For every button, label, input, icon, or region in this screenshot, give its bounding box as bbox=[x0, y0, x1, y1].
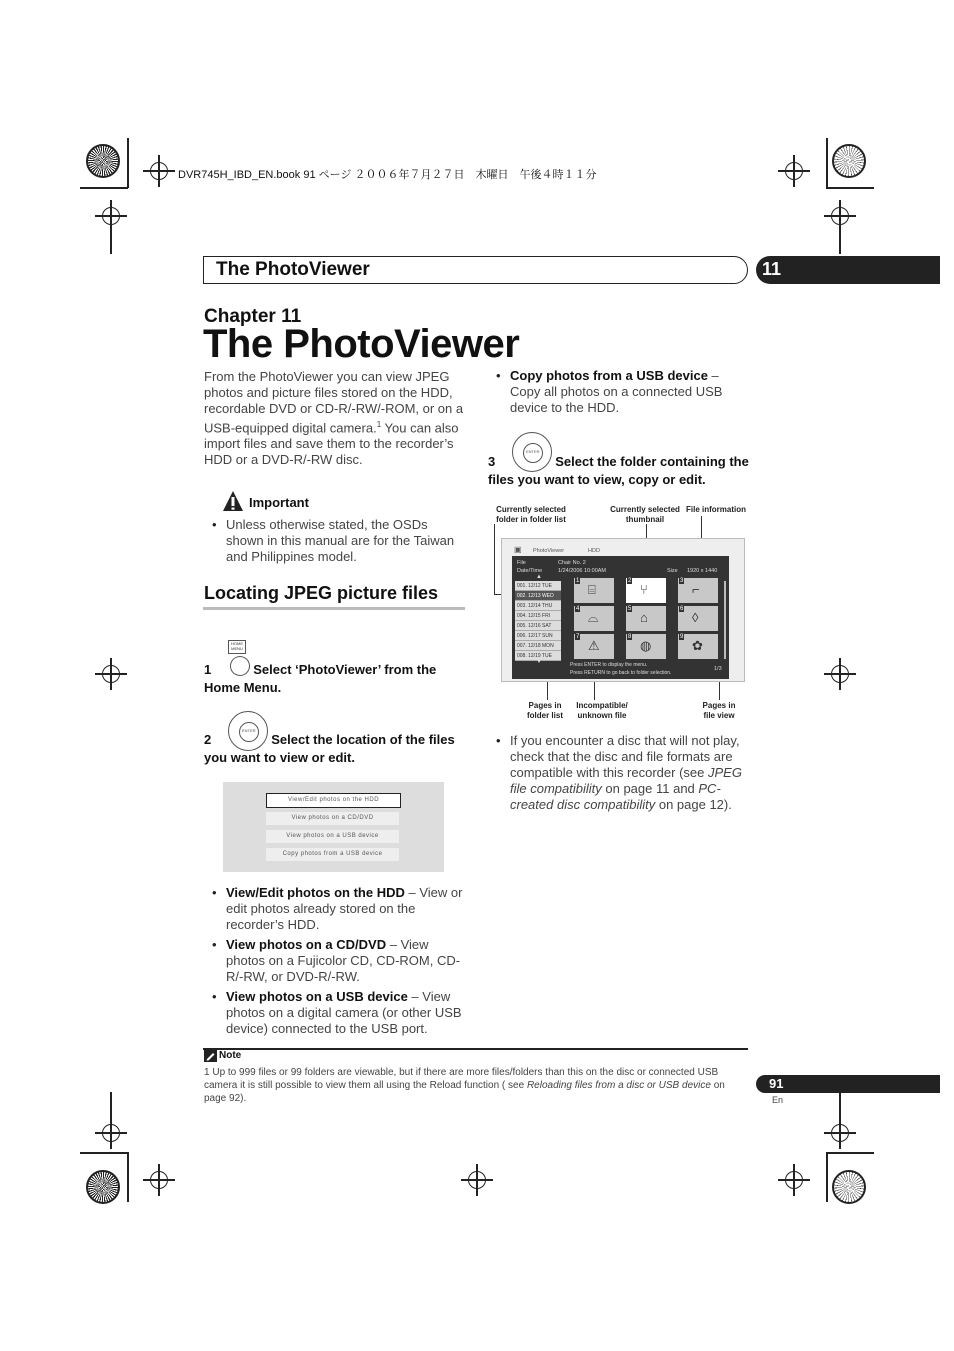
callout-file-information: File information bbox=[686, 505, 746, 514]
file-label: File bbox=[517, 560, 526, 566]
registration-mark-icon bbox=[831, 1124, 849, 1142]
callout-pages-folder-list: Pages in folder list bbox=[526, 701, 563, 720]
location-menu bbox=[223, 782, 444, 872]
chair-icon: ⌂ bbox=[640, 610, 648, 625]
crop-mark bbox=[839, 1092, 841, 1118]
list-item: • View photos on a CD/DVD – View photos on a Fujicolor CD, CD-ROM, CD-R/-RW, or DVD-R/-RW. bbox=[204, 937, 466, 985]
compat-list bbox=[488, 733, 750, 817]
note-label: Note bbox=[219, 1050, 242, 1061]
step-3: 3 Select the folder containing the files you want to view, copy or edit. bbox=[488, 454, 749, 487]
registration-mark-icon bbox=[102, 207, 120, 225]
folder-item[interactable]: 008. 12/19 TUE bbox=[515, 651, 561, 661]
chapter-tab bbox=[756, 256, 940, 284]
important-label: Important bbox=[249, 495, 309, 510]
section-rule bbox=[203, 607, 465, 610]
file-value: Chair No. 2 bbox=[558, 560, 586, 566]
step-2: 2 Select the location of the files you want to view or edit. bbox=[204, 732, 455, 765]
flower-icon: ✿ bbox=[692, 638, 703, 653]
chair-icon: ⌓ bbox=[588, 610, 599, 625]
callout-selected-folder: Currently selected folder in folder list bbox=[496, 505, 566, 524]
remote-dpad-icon: ENTER bbox=[512, 432, 552, 472]
chapter-label: Chapter 11 bbox=[204, 306, 302, 327]
registration-mark-icon bbox=[831, 207, 849, 225]
chair-icon: ⌸ bbox=[588, 582, 596, 597]
chair-icon: ⌐ bbox=[692, 582, 700, 597]
crop-mark bbox=[826, 187, 874, 189]
thumbnail[interactable]: 5 ⌂ bbox=[626, 606, 666, 631]
size-value: 1920 x 1440 bbox=[687, 568, 718, 574]
location-list bbox=[204, 885, 466, 1041]
important-list bbox=[204, 517, 466, 569]
header-title: The PhotoViewer bbox=[216, 259, 370, 280]
file-page-indicator: 1/3 bbox=[714, 666, 722, 672]
note-pencil-icon bbox=[204, 1050, 217, 1062]
size-label: Size bbox=[667, 568, 678, 574]
thumbnail[interactable]: 4 ⌓ bbox=[574, 606, 614, 631]
scrollbar[interactable] bbox=[724, 581, 726, 659]
folder-item[interactable]: 003. 12/14 THU bbox=[515, 601, 561, 611]
note-text: 1 Up to 999 files or 99 folders are viewable, but if there are more files/folders than this on the disc or connected USB camera it is still possible to view them all using the Reload function ( see Reloading files from a disc or USB device on page 92). bbox=[204, 1067, 725, 1104]
scroll-down-icon: ▼ bbox=[536, 659, 542, 665]
folder-icon: ▣ bbox=[514, 545, 522, 554]
page-title: The PhotoViewer bbox=[203, 322, 520, 366]
registration-target-icon bbox=[832, 144, 866, 178]
thumbnail[interactable]: 6 ◊ bbox=[678, 606, 718, 631]
link-jpeg-compat[interactable]: JPEG file compatibility bbox=[510, 765, 742, 796]
crop-mark bbox=[826, 138, 828, 188]
callout-incompatible-file: Incompatible/ unknown file bbox=[576, 701, 628, 720]
help-text-enter: Press ENTER to display the menu. bbox=[570, 662, 648, 668]
folder-item[interactable]: 005. 12/16 SAT bbox=[515, 621, 561, 631]
chair-icon: ⑂ bbox=[640, 582, 648, 597]
crop-mark bbox=[110, 1092, 112, 1118]
registration-mark-icon bbox=[102, 665, 120, 683]
note-rule bbox=[203, 1048, 748, 1050]
folder-item[interactable]: 001. 12/12 TUE bbox=[515, 581, 561, 591]
registration-mark-icon bbox=[102, 1124, 120, 1142]
menu-item-copy-usb[interactable]: Copy photos from a USB device bbox=[266, 848, 399, 861]
callout-line bbox=[494, 524, 495, 594]
date-label: Date/Time bbox=[517, 568, 543, 574]
thumbnail-selected[interactable]: 2 ⑂ bbox=[626, 578, 666, 603]
link-reloading-files[interactable]: Reloading files from a disc or USB device bbox=[526, 1080, 711, 1091]
folder-item[interactable]: 006. 12/17 SUN bbox=[515, 631, 561, 641]
registration-mark-icon bbox=[831, 665, 849, 683]
list-item: • Copy photos from a USB device – Copy all photos on a connected USB device to the HDD. bbox=[488, 368, 750, 416]
crop-mark bbox=[127, 138, 129, 188]
crop-mark bbox=[826, 1152, 874, 1154]
registration-mark-icon bbox=[150, 162, 168, 180]
scroll-up-icon: ▲ bbox=[536, 574, 542, 580]
chair-icon: ◍ bbox=[640, 638, 652, 653]
screen-app-title: PhotoViewer bbox=[533, 548, 565, 554]
help-text-return: Press RETURN to go back to folder selection. bbox=[570, 670, 672, 676]
footnote-mark: 1 bbox=[376, 420, 382, 429]
thumbnail-incompatible[interactable]: 7 ⚠ bbox=[574, 634, 614, 659]
thumbnail[interactable]: 3 ⌐ bbox=[678, 578, 718, 603]
crop-mark bbox=[80, 187, 128, 189]
registration-mark-icon bbox=[785, 162, 803, 180]
registration-mark-icon bbox=[150, 1171, 168, 1189]
folder-list bbox=[515, 581, 561, 659]
registration-target-icon bbox=[832, 1170, 866, 1204]
list-item: • Unless otherwise stated, the OSDs shown in this manual are for the Taiwan and Philippines model. bbox=[204, 517, 466, 565]
folder-item[interactable]: 007. 12/18 MON bbox=[515, 641, 561, 651]
folder-page-indicator: 1/2 bbox=[532, 666, 540, 672]
registration-target-icon bbox=[86, 1170, 120, 1204]
vase-icon: ◊ bbox=[692, 610, 699, 625]
photoviewer-screen bbox=[501, 538, 745, 682]
crop-mark bbox=[127, 1152, 129, 1202]
menu-item-view-usb[interactable]: View photos on a USB device bbox=[266, 830, 399, 843]
home-menu-button-icon: HOME MENU bbox=[228, 640, 246, 654]
screen-location: HDD bbox=[588, 548, 600, 554]
date-value: 1/24/2006 10:00AM bbox=[558, 568, 607, 574]
intro-paragraph: From the PhotoViewer you can view JPEG photos and picture files stored on the HDD, recordable DVD or CD-R/-RW/-ROM, or on a USB-equipped digital camera.$^1$ You can also import files and save them to the recorder’s HDD or a DVD-R/-RW disc. bbox=[204, 369, 464, 468]
remote-dpad-icon: ENTER bbox=[228, 711, 268, 751]
page-number-tab bbox=[756, 1075, 940, 1093]
print-info-line: DVR745H_IBD_EN.book 91 ページ ２００６年７月２７日 木曜日 午後４時１１分 bbox=[178, 169, 597, 181]
link-pc-disc-compat[interactable]: PC-created disc compatibility bbox=[510, 781, 721, 812]
menu-item-view-cd-dvd[interactable]: View photos on a CD/DVD bbox=[266, 812, 399, 825]
thumbnail[interactable]: 8 ◍ bbox=[626, 634, 666, 659]
list-item: • If you encounter a disc that will not play, check that the disc and file formats are compatible with this recorder (see JPEG file compatibility on page 11 and PC-created disc compatibility on page 12). bbox=[488, 733, 750, 813]
page-language: En bbox=[772, 1095, 784, 1105]
section-title: Locating JPEG picture files bbox=[204, 583, 439, 603]
page-number: 91 bbox=[769, 1076, 784, 1091]
crop-mark bbox=[826, 1152, 828, 1202]
list-item: • View/Edit photos on the HDD – View or edit photos already stored on the recorder’s HDD. bbox=[204, 885, 466, 933]
registration-mark-icon bbox=[785, 1171, 803, 1189]
step-1: 1 Select ‘PhotoViewer’ from the Home Menu. bbox=[204, 662, 437, 695]
thumbnail[interactable]: 1 ⌸ bbox=[574, 578, 614, 603]
folder-item[interactable]: 002. 12/13 WED bbox=[515, 591, 561, 601]
callout-pages-file-view: Pages in file view bbox=[702, 701, 736, 720]
warning-hand-icon bbox=[222, 490, 244, 512]
registration-target-icon bbox=[86, 144, 120, 178]
copy-list bbox=[488, 368, 750, 420]
registration-mark-icon bbox=[468, 1171, 486, 1189]
warning-icon: ⚠ bbox=[588, 638, 600, 653]
folder-item[interactable]: 004. 12/15 FRI bbox=[515, 611, 561, 621]
crop-mark bbox=[80, 1152, 128, 1154]
menu-item-view-edit-hdd[interactable]: View/Edit photos on the HDD bbox=[266, 793, 401, 808]
thumbnail[interactable]: 9 ✿ bbox=[678, 634, 718, 659]
list-item: • View photos on a USB device – View photos on a digital camera (or other USB device) connected to the USB port. bbox=[204, 989, 466, 1037]
callout-selected-thumbnail: Currently selected thumbnail bbox=[610, 505, 680, 524]
chapter-number: 11 bbox=[762, 259, 782, 279]
